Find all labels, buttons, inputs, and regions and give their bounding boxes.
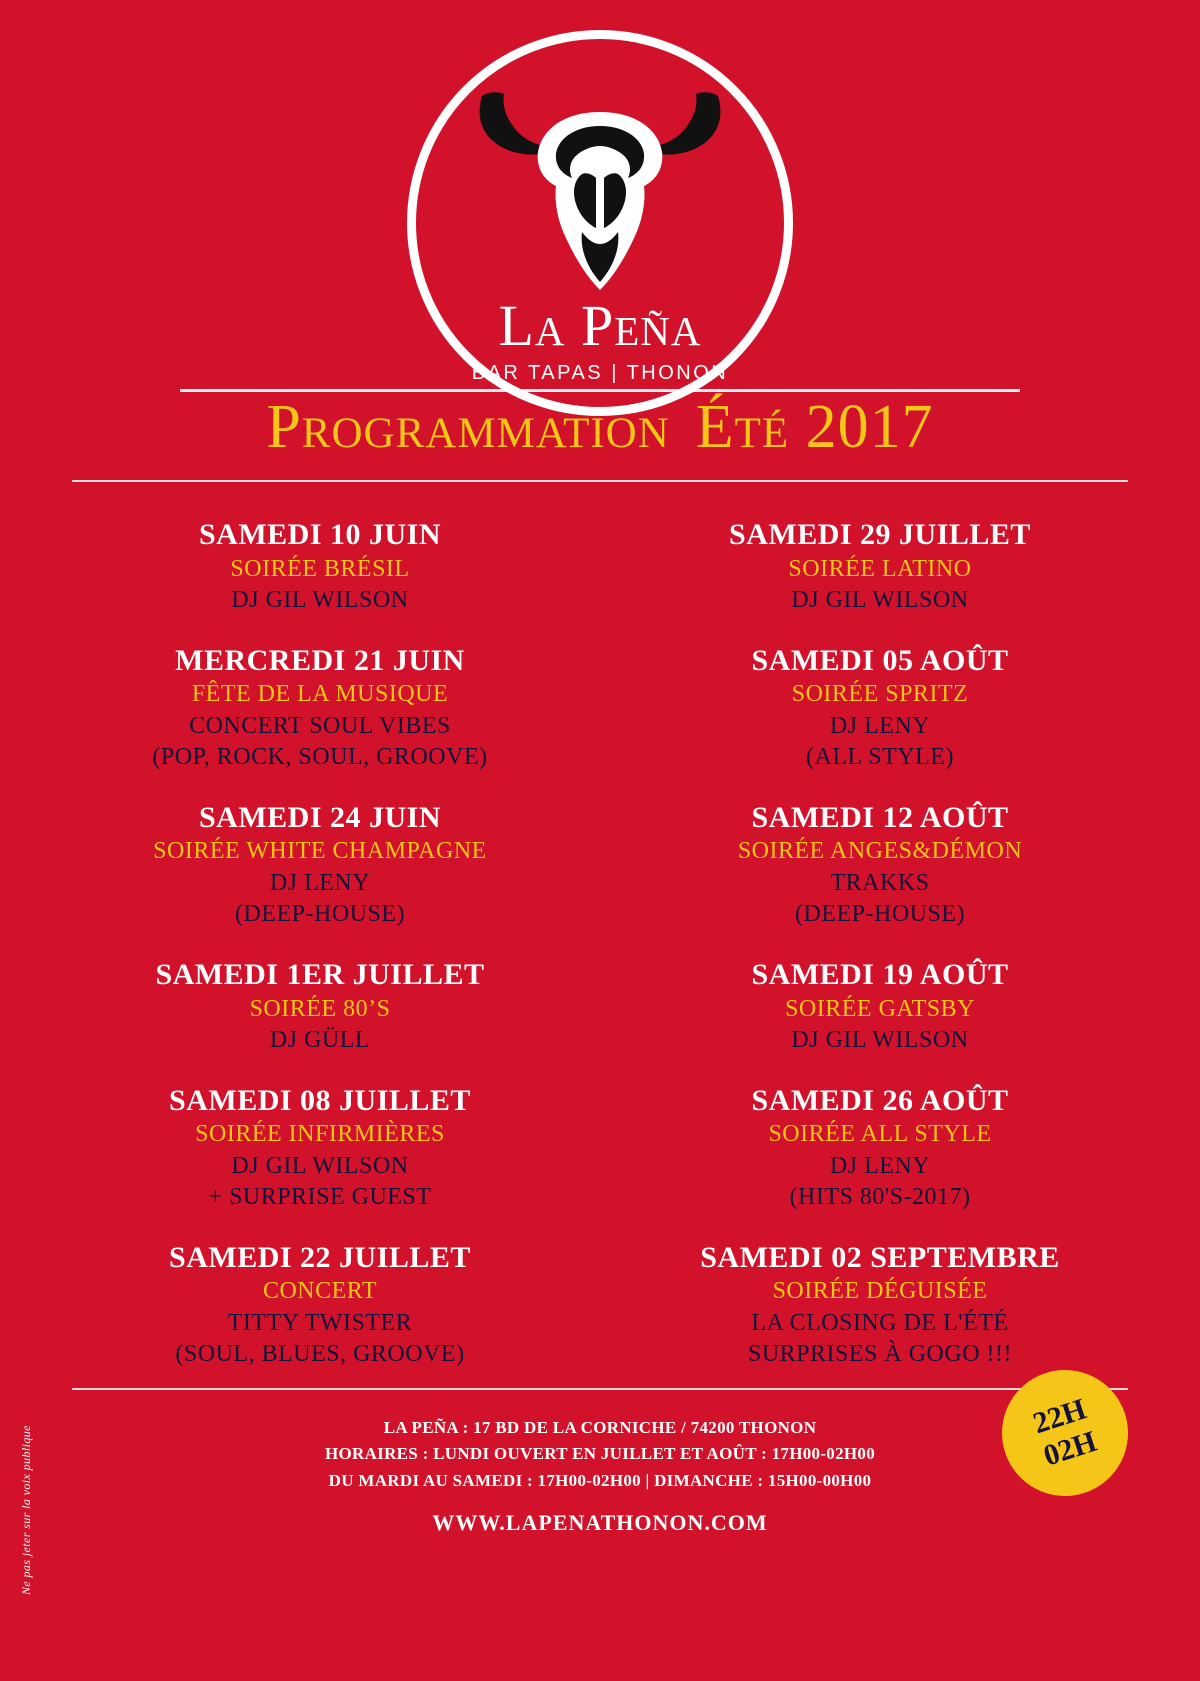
event-item — [630, 642, 1130, 773]
event-date: SAMEDI 19 AOÛT — [751, 958, 1009, 991]
event-item — [630, 799, 1130, 930]
program-column-right — [630, 516, 1130, 1396]
event-theme: SOIRÉE SPRITZ — [791, 681, 969, 708]
event-theme: SOIRÉE GATSBY — [785, 995, 975, 1022]
event-detail: (SOUL, BLUES, GROOVE) — [175, 1340, 465, 1367]
event-item — [70, 516, 570, 616]
event-detail: CONCERT SOUL VIBES — [189, 712, 451, 739]
event-date: MERCREDI 21 JUIN — [175, 643, 465, 677]
event-item — [630, 516, 1130, 616]
event-date: SAMEDI 1ER JUILLET — [155, 958, 485, 991]
event-detail: (DEEP-HOUSE) — [795, 900, 965, 927]
event-date: SAMEDI 08 JUILLET — [169, 1083, 471, 1117]
event-detail: (ALL STYLE) — [806, 743, 954, 770]
event-date: SAMEDI 05 AOÛT — [751, 643, 1009, 677]
event-detail: TITTY TWISTER — [227, 1309, 413, 1336]
logo-tagline: BAR TAPAS | THONON — [471, 362, 729, 384]
footer-address: LA PEÑA : 17 BD DE LA CORNICHE / 74200 THONON — [383, 1418, 817, 1437]
event-date: SAMEDI 02 SEPTEMBRE — [700, 1240, 1060, 1274]
footer-hours-weekline: HORAIRES : LUNDI OUVERT EN JUILLET ET AOÛT : 17H00-02H00 — [324, 1444, 876, 1464]
event-theme: SOIRÉE ALL STYLE — [768, 1121, 992, 1148]
title-season: Été — [695, 393, 790, 461]
bull-head-icon — [470, 82, 730, 297]
event-date: SAMEDI 24 JUIN — [198, 800, 442, 834]
event-item — [70, 642, 570, 773]
event-theme: FÊTE DE LA MUSIQUE — [191, 681, 449, 708]
hours-from: 22H — [1029, 1392, 1091, 1441]
program-list — [70, 516, 1130, 1396]
event-detail: DJ GÜLL — [269, 1026, 371, 1053]
event-item — [70, 956, 570, 1056]
event-detail: SURPRISES À GOGO !!! — [747, 1340, 1013, 1367]
event-date: SAMEDI 22 JUILLET — [169, 1240, 471, 1274]
event-detail: + SURPRISE GUEST — [208, 1183, 432, 1210]
event-item — [70, 1082, 570, 1213]
legal-sidenote: Ne pas jeter sur la voix publique — [19, 1425, 33, 1595]
event-detail: DJ GIL WILSON — [791, 1026, 969, 1053]
event-detail: LA CLOSING DE L'ÉTÉ — [751, 1309, 1009, 1336]
event-theme: SOIRÉE ANGES&DÉMON — [737, 838, 1023, 865]
event-detail: DJ GIL WILSON — [231, 1152, 409, 1179]
event-detail: DJ LENY — [269, 869, 371, 896]
logo-area — [0, 22, 1200, 382]
event-detail: TRAKKS — [830, 869, 930, 896]
event-detail: DJ GIL WILSON — [231, 586, 409, 613]
event-theme: SOIRÉE DÉGUISÉE — [772, 1278, 988, 1305]
hours-to: 02H — [1039, 1424, 1101, 1473]
event-theme: SOIRÉE INFIRMIÈRES — [195, 1121, 445, 1148]
event-theme: SOIRÉE WHITE CHAMPAGNE — [153, 838, 487, 865]
event-date: SAMEDI 26 AOÛT — [751, 1083, 1009, 1117]
event-date: SAMEDI 12 AOÛT — [751, 800, 1009, 834]
title-divider — [72, 480, 1128, 482]
event-detail: (DEEP-HOUSE) — [235, 900, 405, 927]
event-item — [70, 799, 570, 930]
event-item — [630, 956, 1130, 1056]
program-column-left — [70, 516, 570, 1396]
title-main: Programmation — [266, 393, 670, 461]
title-year: 2017 — [805, 393, 934, 461]
event-theme: SOIRÉE BRÉSIL — [230, 555, 410, 582]
event-item — [70, 1239, 570, 1370]
footer-hours-weekend: DU MARDI AU SAMEDI : 17H00-02H00 | DIMANCHE : 15H00-00H00 — [328, 1470, 872, 1490]
footer-website[interactable]: WWW.LAPENATHONON.COM — [432, 1510, 768, 1536]
event-theme: SOIRÉE LATINO — [788, 555, 972, 582]
footer — [0, 1415, 1200, 1536]
event-detail: (POP, ROCK, SOUL, GROOVE) — [152, 743, 488, 770]
event-detail: DJ LENY — [829, 712, 931, 739]
event-item — [630, 1082, 1130, 1213]
event-detail: DJ LENY — [829, 1152, 931, 1179]
event-theme: CONCERT — [262, 1278, 378, 1305]
event-date: SAMEDI 10 JUIN — [198, 518, 442, 551]
event-date: SAMEDI 29 JUILLET — [729, 518, 1031, 551]
event-detail: DJ GIL WILSON — [791, 586, 969, 613]
logo-wordmark: La Peña — [498, 293, 702, 358]
event-detail: (HITS 80'S-2017) — [789, 1183, 971, 1210]
event-theme: SOIRÉE 80’S — [249, 995, 391, 1022]
event-item — [630, 1239, 1130, 1370]
footer-divider — [72, 1388, 1128, 1390]
page-title — [0, 392, 1200, 463]
